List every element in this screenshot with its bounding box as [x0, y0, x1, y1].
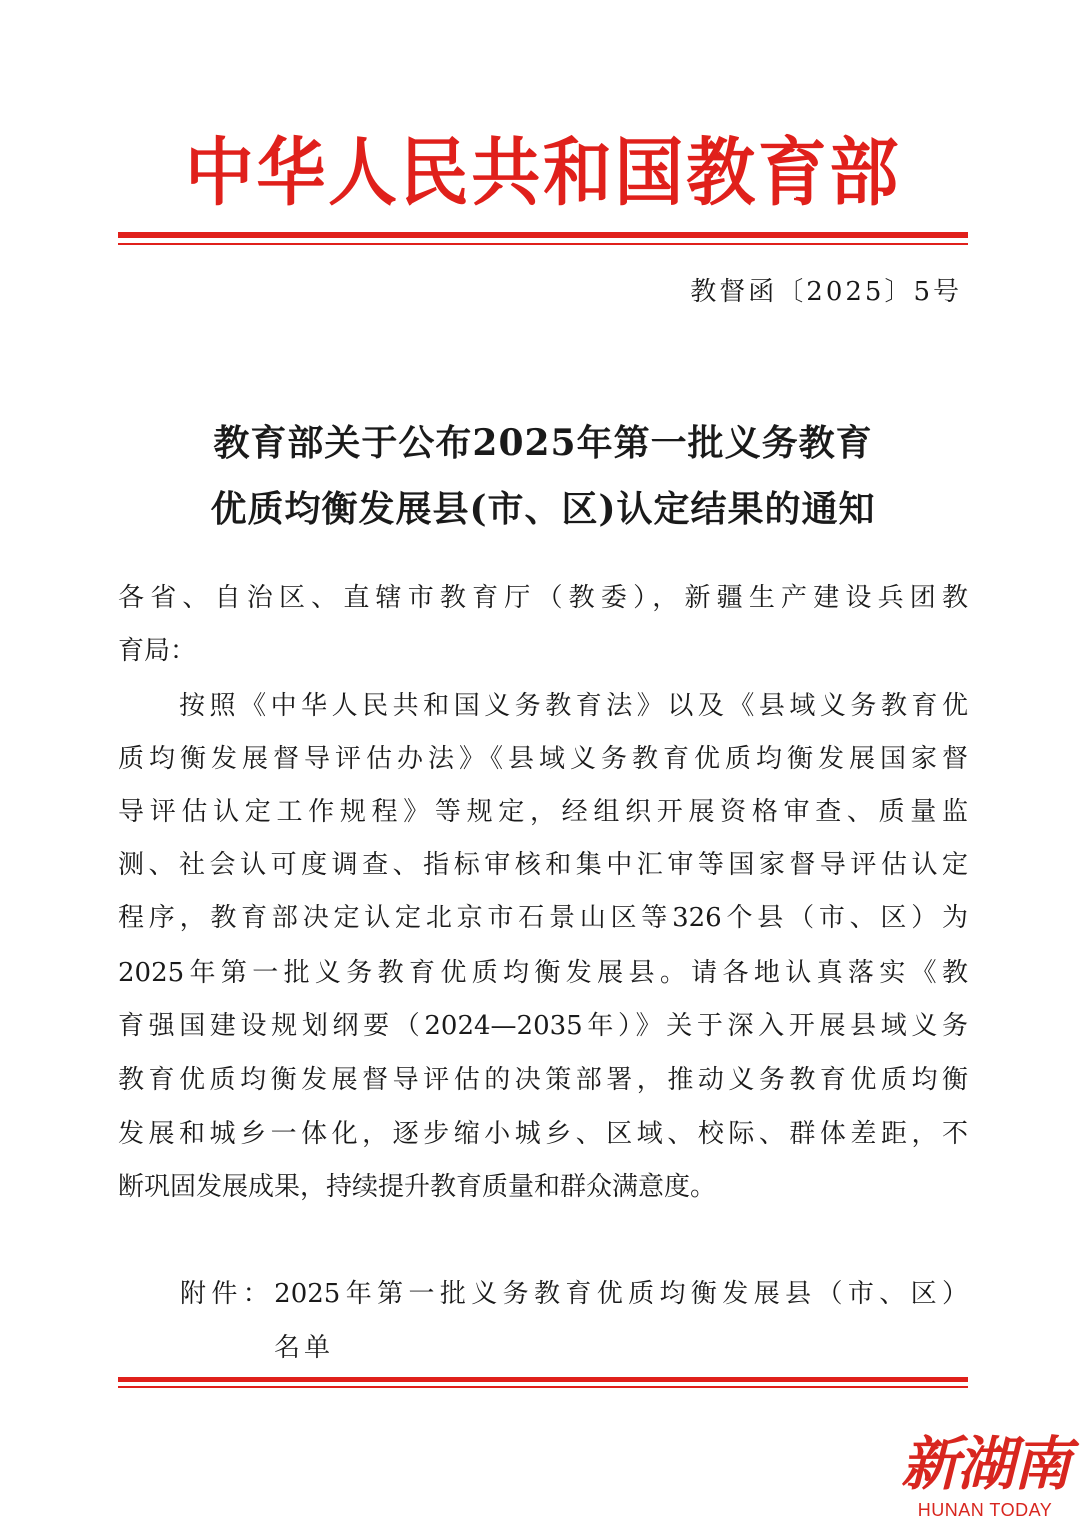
body-text-line: 发展和城乡一体化，逐步缩小城乡、区域、校际、群体差距，不	[118, 1119, 968, 1149]
hunan-today-watermark	[900, 1429, 1070, 1521]
header-red-rule-thick	[118, 232, 968, 238]
document-title-line-1: 教育部关于公布2025年第一批义务教育	[213, 422, 873, 464]
body-text-line: 2025年第一批义务教育优质均衡发展县。请各地认真落实《教	[118, 958, 968, 988]
attachment-label: 附件：2025年第一批义务教育优质均衡发展县（市、区）	[180, 1279, 968, 1309]
body-text-line: 断巩固发展成果，持续提升教育质量和群众满意度。	[118, 1172, 717, 1202]
issuing-organization-header: 中华人民共和国教育部	[184, 130, 902, 216]
document-number: 教督函〔2025〕5号	[690, 277, 962, 307]
watermark-logo: 新湖南	[900, 1430, 1069, 1498]
footer-red-rule-thin	[118, 1386, 968, 1388]
body-text-line: 按照《中华人民共和国义务教育法》以及《县域义务教育优	[118, 691, 968, 721]
watermark-subtitle: HUNAN TODAY	[917, 1500, 1053, 1520]
attachment-label-continued: 名单	[274, 1333, 335, 1363]
body-text-line: 育强国建设规划纲要（2024—2035年）》关于深入开展县域义务	[118, 1011, 968, 1041]
body-text-line: 测、社会认可度调查、指标审核和集中汇审等国家督导评估认定	[118, 850, 968, 880]
document-title-line-2: 优质均衡发展县(市、区)认定结果的通知	[210, 488, 876, 530]
body-text-line: 各省、自治区、直辖市教育厅（教委），新疆生产建设兵团教	[118, 583, 968, 613]
body-text-line: 教育优质均衡发展督导评估的决策部署，推动义务教育优质均衡	[118, 1065, 968, 1095]
body-text-line: 质均衡发展督导评估办法》《县域义务教育优质均衡发展国家督	[118, 744, 968, 774]
header-red-rule-thin	[118, 243, 968, 245]
body-text-line: 育局：	[118, 636, 197, 666]
body-text-line: 程序，教育部决定认定北京市石景山区等326个县（市、区）为	[118, 903, 968, 933]
body-text-line: 导评估认定工作规程》等规定，经组织开展资格审查、质量监	[118, 797, 968, 827]
footer-red-rule-thick	[118, 1377, 968, 1382]
